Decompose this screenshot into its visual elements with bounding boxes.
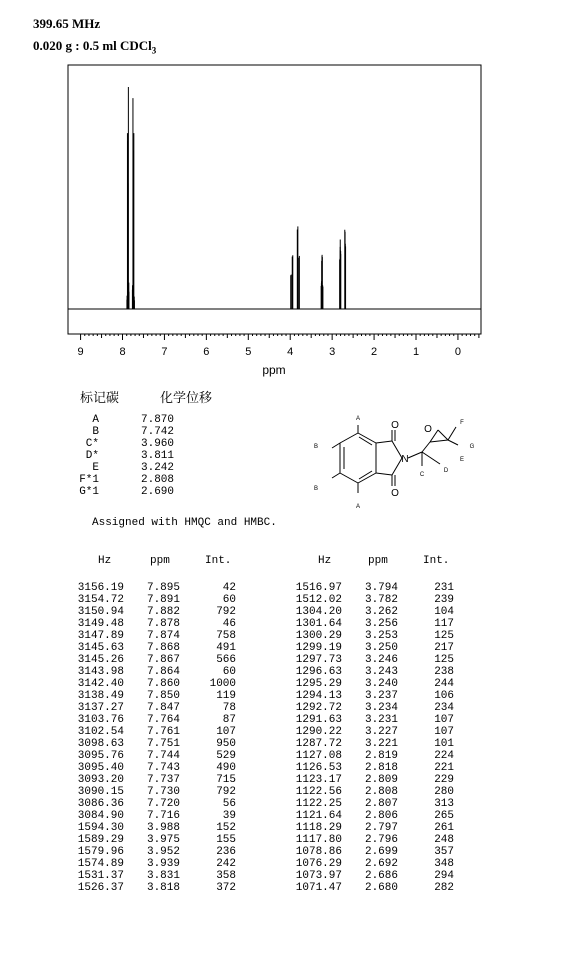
assignment-row-shift: 2.808 — [141, 474, 175, 486]
atom-o-bottom: O — [391, 488, 399, 499]
table-row — [76, 630, 246, 642]
table-cell-hz: 3143.98 — [77, 666, 124, 678]
table-cell-int: 566 — [216, 654, 236, 666]
table-cell-ppm: 2.818 — [364, 762, 398, 774]
table-cell-ppm: 3.240 — [364, 678, 398, 690]
x-tick-label: 6 — [203, 346, 210, 358]
table-row — [294, 714, 464, 726]
table-cell-int: 358 — [216, 870, 236, 882]
table-cell-hz: 3137.27 — [77, 702, 124, 714]
table-cell-int: 125 — [434, 654, 454, 666]
table-cell-ppm: 7.716 — [146, 810, 180, 822]
assignment-row-shift: 2.690 — [141, 486, 175, 498]
table-cell-hz: 1078.86 — [295, 846, 342, 858]
table-cell-int: 490 — [216, 762, 236, 774]
table-cell-ppm: 3.227 — [364, 726, 398, 738]
table-cell-int: 87 — [222, 714, 236, 726]
table-cell-ppm: 7.867 — [146, 654, 180, 666]
table-cell-hz: 3142.40 — [77, 678, 124, 690]
table-cell-ppm: 7.860 — [146, 678, 180, 690]
table-cell-int: 101 — [434, 738, 454, 750]
table-cell-int: 950 — [216, 738, 236, 750]
table-cell-int: 348 — [434, 858, 454, 870]
spectrum-peaks — [127, 87, 346, 309]
table-row — [76, 798, 246, 810]
assignment-row-label: C* — [85, 438, 99, 450]
assignment-label-header: 标记碳 — [80, 391, 120, 406]
table-header-ppm-left: ppm — [150, 555, 170, 567]
table-cell-hz: 3093.20 — [77, 774, 124, 786]
molecule-bonds — [332, 425, 458, 493]
table-cell-int: 1000 — [209, 678, 236, 690]
table-cell-hz: 1297.73 — [295, 654, 342, 666]
table-cell-hz: 3103.76 — [77, 714, 124, 726]
table-cell-int: 265 — [434, 810, 454, 822]
table-cell-int: 248 — [434, 834, 454, 846]
table-cell-int: 107 — [216, 726, 236, 738]
table-cell-ppm: 3.939 — [146, 858, 180, 870]
table-cell-ppm: 3.975 — [146, 834, 180, 846]
table-cell-hz: 3095.40 — [77, 762, 124, 774]
table-cell-hz: 3138.49 — [77, 690, 124, 702]
h-label-c: C — [419, 472, 425, 478]
table-cell-ppm: 3.221 — [364, 738, 398, 750]
table-row — [294, 822, 464, 834]
table-cell-int: 231 — [434, 582, 454, 594]
table-row — [294, 810, 464, 822]
assignment-row-shift: 7.870 — [141, 414, 175, 426]
table-row — [294, 726, 464, 738]
table-row — [76, 654, 246, 666]
table-cell-hz: 1294.13 — [295, 690, 342, 702]
assignment-shift-header: 化学位移 — [160, 391, 213, 406]
table-row — [294, 594, 464, 606]
x-tick-label: 3 — [329, 346, 336, 358]
table-cell-hz: 1121.64 — [295, 810, 342, 822]
table-cell-ppm: 2.796 — [364, 834, 398, 846]
table-cell-int: 155 — [216, 834, 236, 846]
table-row — [76, 774, 246, 786]
table-cell-hz: 1292.72 — [295, 702, 342, 714]
table-cell-int: 56 — [222, 798, 236, 810]
table-row — [76, 786, 246, 798]
table-cell-hz: 3156.19 — [77, 582, 124, 594]
table-cell-ppm: 7.847 — [146, 702, 180, 714]
table-cell-int: 357 — [434, 846, 454, 858]
table-cell-int: 39 — [222, 810, 236, 822]
table-row — [294, 618, 464, 630]
h-label-g: G — [469, 444, 475, 450]
table-header-ppm-right: ppm — [368, 555, 388, 567]
table-cell-int: 224 — [434, 750, 454, 762]
x-tick-label: 5 — [245, 346, 252, 358]
table-header-int-left: Int. — [205, 555, 232, 567]
x-tick-label: 2 — [371, 346, 378, 358]
table-cell-hz: 3095.76 — [77, 750, 124, 762]
table-cell-ppm: 7.864 — [146, 666, 180, 678]
table-cell-hz: 1299.19 — [295, 642, 342, 654]
table-cell-int: 152 — [216, 822, 236, 834]
table-cell-int: 60 — [222, 666, 236, 678]
table-cell-int: 715 — [216, 774, 236, 786]
table-row — [76, 642, 246, 654]
table-cell-hz: 3147.89 — [77, 630, 124, 642]
table-row — [294, 582, 464, 594]
table-cell-int: 234 — [434, 702, 454, 714]
table-cell-ppm: 7.751 — [146, 738, 180, 750]
table-cell-hz: 3145.63 — [77, 642, 124, 654]
table-cell-hz: 1122.56 — [295, 786, 342, 798]
table-cell-int: 758 — [216, 630, 236, 642]
table-cell-ppm: 2.819 — [364, 750, 398, 762]
table-cell-int: 217 — [434, 642, 454, 654]
table-cell-int: 117 — [434, 618, 454, 630]
table-row — [294, 858, 464, 870]
table-row — [76, 714, 246, 726]
assignment-row-label: D* — [85, 450, 99, 462]
assignment-row-label: B — [92, 426, 99, 438]
table-cell-int: 60 — [222, 594, 236, 606]
table-cell-ppm: 3.231 — [364, 714, 398, 726]
sample-subscript: 3 — [151, 45, 157, 56]
table-cell-ppm: 3.243 — [364, 666, 398, 678]
table-cell-int: 280 — [434, 786, 454, 798]
table-row — [76, 618, 246, 630]
table-row — [294, 654, 464, 666]
table-cell-ppm: 2.692 — [364, 858, 398, 870]
table-header-hz-right: Hz — [318, 555, 332, 567]
spectrometer-frequency: 399.65 MHz — [33, 16, 101, 31]
table-cell-ppm: 3.988 — [146, 822, 180, 834]
h-label-b-top: B — [313, 444, 319, 450]
table-cell-int: 229 — [434, 774, 454, 786]
table-cell-ppm: 3.794 — [364, 582, 398, 594]
table-cell-ppm: 3.262 — [364, 606, 398, 618]
table-row — [294, 762, 464, 774]
table-row — [294, 630, 464, 642]
table-cell-int: 792 — [216, 786, 236, 798]
table-row — [76, 726, 246, 738]
table-cell-int: 46 — [222, 618, 236, 630]
table-row — [76, 666, 246, 678]
x-tick-label: 9 — [77, 346, 84, 358]
table-cell-hz: 1531.37 — [77, 870, 124, 882]
table-cell-int: 294 — [434, 870, 454, 882]
x-tick-label: 4 — [287, 346, 294, 358]
table-cell-hz: 1526.37 — [77, 882, 124, 894]
assignment-row-shift: 3.960 — [141, 438, 175, 450]
h-label-b-bottom: B — [313, 486, 319, 492]
x-axis — [78, 334, 479, 358]
table-cell-ppm: 7.737 — [146, 774, 180, 786]
table-cell-int: 239 — [434, 594, 454, 606]
table-cell-ppm: 2.686 — [364, 870, 398, 882]
x-tick-label: 0 — [454, 346, 462, 358]
table-cell-hz: 1076.29 — [295, 858, 342, 870]
table-cell-hz: 1296.63 — [295, 666, 342, 678]
table-cell-ppm: 7.868 — [146, 642, 180, 654]
table-cell-hz: 3145.26 — [77, 654, 124, 666]
table-header-int-right: Int. — [423, 555, 450, 567]
table-cell-int: 107 — [434, 714, 454, 726]
table-row — [76, 582, 246, 594]
table-cell-hz: 1301.64 — [295, 618, 342, 630]
molecule-structure — [300, 412, 500, 512]
x-tick-label: 8 — [119, 346, 126, 358]
table-cell-int: 238 — [434, 666, 454, 678]
table-cell-ppm: 3.234 — [364, 702, 398, 714]
table-row — [76, 882, 246, 894]
table-cell-int: 119 — [216, 690, 236, 702]
table-row — [294, 702, 464, 714]
table-row — [294, 774, 464, 786]
table-cell-ppm: 7.850 — [146, 690, 180, 702]
table-cell-ppm: 7.761 — [146, 726, 180, 738]
table-cell-ppm: 7.878 — [146, 618, 180, 630]
table-cell-hz: 1071.47 — [295, 882, 342, 894]
table-header-hz-left: Hz — [98, 555, 112, 567]
h-label-e: E — [459, 457, 465, 463]
table-cell-ppm: 2.806 — [364, 810, 398, 822]
table-row — [76, 810, 246, 822]
table-cell-ppm: 3.250 — [364, 642, 398, 654]
h-label-a-top: A — [355, 416, 361, 422]
assignment-row-shift: 7.742 — [141, 426, 175, 438]
table-cell-ppm: 3.246 — [364, 654, 398, 666]
table-cell-int: 106 — [434, 690, 454, 702]
atom-o-top: O — [391, 420, 399, 431]
table-cell-ppm: 7.895 — [146, 582, 180, 594]
h-label-a-bottom: A — [355, 504, 361, 510]
plot-frame — [68, 65, 481, 334]
table-cell-hz: 3150.94 — [77, 606, 124, 618]
table-row — [294, 870, 464, 882]
table-row — [76, 750, 246, 762]
table-cell-int: 42 — [222, 582, 236, 594]
table-cell-ppm: 7.891 — [146, 594, 180, 606]
table-row — [294, 666, 464, 678]
table-cell-hz: 3090.15 — [77, 786, 124, 798]
table-cell-hz: 1304.20 — [295, 606, 342, 618]
table-cell-hz: 3084.90 — [77, 810, 124, 822]
atom-o-epoxide: O — [424, 424, 432, 435]
table-row — [76, 678, 246, 690]
table-cell-ppm: 3.831 — [146, 870, 180, 882]
table-cell-hz: 1073.97 — [295, 870, 342, 882]
table-cell-ppm: 7.720 — [146, 798, 180, 810]
table-row — [76, 822, 246, 834]
table-cell-hz: 1574.89 — [77, 858, 124, 870]
table-row — [294, 786, 464, 798]
x-tick-label: 7 — [161, 346, 168, 358]
table-cell-hz: 1594.30 — [77, 822, 124, 834]
table-cell-hz: 1589.29 — [77, 834, 124, 846]
assignment-row-shift: 3.811 — [141, 450, 175, 462]
x-tick-label: 1 — [412, 346, 420, 358]
table-cell-hz: 3154.72 — [77, 594, 124, 606]
table-cell-int: 313 — [434, 798, 454, 810]
table-row — [294, 738, 464, 750]
atom-n: N — [401, 454, 409, 465]
h-label-d: D — [443, 468, 449, 474]
assignment-row-label: A — [92, 414, 99, 426]
table-cell-int: 261 — [434, 822, 454, 834]
table-row — [294, 882, 464, 894]
table-cell-ppm: 2.680 — [364, 882, 398, 894]
table-cell-int: 104 — [434, 606, 454, 618]
table-cell-int: 236 — [216, 846, 236, 858]
table-cell-hz: 1123.17 — [295, 774, 342, 786]
table-row — [76, 606, 246, 618]
assignment-row-label: E — [92, 462, 99, 474]
table-cell-ppm: 2.699 — [364, 846, 398, 858]
table-cell-hz: 1516.97 — [295, 582, 342, 594]
table-row — [294, 834, 464, 846]
table-cell-hz: 1122.25 — [295, 798, 342, 810]
table-row — [294, 798, 464, 810]
table-cell-ppm: 7.744 — [146, 750, 180, 762]
table-cell-hz: 3098.63 — [77, 738, 124, 750]
sample-text: 0.020 g : 0.5 ml CDCl — [33, 38, 152, 53]
table-cell-ppm: 3.782 — [364, 594, 398, 606]
table-cell-int: 244 — [434, 678, 454, 690]
table-row — [76, 834, 246, 846]
table-row — [294, 606, 464, 618]
table-cell-hz: 3086.36 — [77, 798, 124, 810]
table-cell-hz: 1295.29 — [295, 678, 342, 690]
table-row — [76, 702, 246, 714]
table-cell-int: 107 — [434, 726, 454, 738]
table-cell-hz: 1290.22 — [295, 726, 342, 738]
table-cell-ppm: 7.743 — [146, 762, 180, 774]
table-row — [76, 594, 246, 606]
table-cell-hz: 1117.80 — [295, 834, 342, 846]
table-row — [294, 750, 464, 762]
table-cell-hz: 1291.63 — [295, 714, 342, 726]
table-cell-ppm: 7.764 — [146, 714, 180, 726]
table-cell-int: 372 — [216, 882, 236, 894]
table-cell-hz: 1127.08 — [295, 750, 342, 762]
table-cell-hz: 3149.48 — [77, 618, 124, 630]
table-cell-ppm: 3.253 — [364, 630, 398, 642]
table-row — [294, 846, 464, 858]
table-cell-int: 221 — [434, 762, 454, 774]
table-cell-int: 242 — [216, 858, 236, 870]
table-cell-hz: 3102.54 — [77, 726, 124, 738]
h-label-f: F — [460, 420, 464, 426]
table-row — [76, 690, 246, 702]
table-cell-ppm: 2.809 — [364, 774, 398, 786]
table-cell-ppm: 7.730 — [146, 786, 180, 798]
table-row — [294, 690, 464, 702]
assignment-row-label: F*1 — [79, 474, 99, 486]
table-cell-int: 78 — [222, 702, 236, 714]
table-cell-ppm: 7.882 — [146, 606, 180, 618]
table-row — [76, 846, 246, 858]
assignment-row-label: G*1 — [79, 486, 99, 498]
table-cell-hz: 1300.29 — [295, 630, 342, 642]
table-cell-int: 125 — [434, 630, 454, 642]
assignment-row-shift: 3.242 — [141, 462, 175, 474]
table-cell-hz: 1287.72 — [295, 738, 342, 750]
table-row — [294, 642, 464, 654]
table-cell-ppm: 2.797 — [364, 822, 398, 834]
table-row — [294, 678, 464, 690]
table-cell-int: 529 — [216, 750, 236, 762]
table-cell-ppm: 3.952 — [146, 846, 180, 858]
table-cell-hz: 1118.29 — [295, 822, 342, 834]
nmr-spectrum-chart — [0, 0, 570, 385]
table-cell-hz: 1512.02 — [295, 594, 342, 606]
assignment-note: Assigned with HMQC and HMBC. — [92, 517, 277, 529]
table-row — [76, 870, 246, 882]
table-row — [76, 858, 246, 870]
table-row — [76, 738, 246, 750]
table-cell-int: 491 — [216, 642, 236, 654]
table-cell-ppm: 3.818 — [146, 882, 180, 894]
table-row — [76, 762, 246, 774]
table-cell-hz: 1579.96 — [77, 846, 124, 858]
table-cell-hz: 1126.53 — [295, 762, 342, 774]
x-axis-label: ppm — [262, 363, 286, 377]
table-cell-ppm: 2.807 — [364, 798, 398, 810]
table-cell-ppm: 3.256 — [364, 618, 398, 630]
table-cell-int: 282 — [434, 882, 454, 894]
table-cell-int: 792 — [216, 606, 236, 618]
table-cell-ppm: 3.237 — [364, 690, 398, 702]
table-cell-ppm: 7.874 — [146, 630, 180, 642]
table-cell-ppm: 2.808 — [364, 786, 398, 798]
